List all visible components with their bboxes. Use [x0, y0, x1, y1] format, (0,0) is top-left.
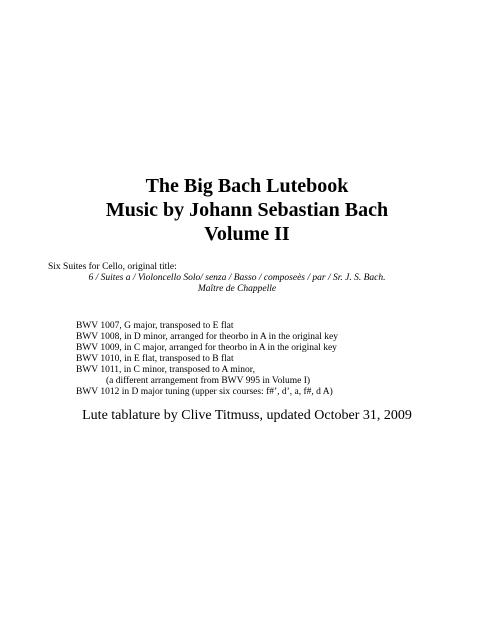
volume-line: Volume II — [204, 223, 290, 245]
work-item: BWV 1007, G major, transposed to E flat — [76, 321, 234, 331]
work-item: BWV 1012 in D major tuning (upper six courses: f#’, d’, a, f#, d A) — [76, 387, 333, 397]
original-title — [78, 273, 396, 295]
title-block — [0, 174, 494, 246]
subtitle-line: Music by Johann Sebastian Bach — [105, 199, 389, 221]
work-item: BWV 1011, in C minor, transposed to A minor, — [76, 365, 255, 375]
intro-text: Six Suites for Cello, original title: — [48, 262, 177, 272]
credit-line: Lute tablature by Clive Titmuss, updated October 31, 2009 — [82, 408, 412, 423]
work-item: BWV 1010, in E flat, transposed to B flat — [76, 354, 234, 364]
work-item: BWV 1008, in D minor, arranged for theorbo in A in the original key — [76, 332, 338, 342]
original-title-line: Maître de Chappelle — [197, 284, 277, 294]
works-list — [76, 321, 338, 398]
work-item: BWV 1009, in C major, arranged for theorbo in A in the original key — [76, 343, 337, 353]
original-title-line: 6 / Suites a / Violoncello Solo/ senza / Basso / composeès / par / Sr. J. S. Bach. — [88, 273, 386, 283]
work-item-note: (a different arrangement from BWV 995 in Volume I) — [106, 376, 311, 386]
title-line: The Big Bach Lutebook — [145, 175, 349, 197]
